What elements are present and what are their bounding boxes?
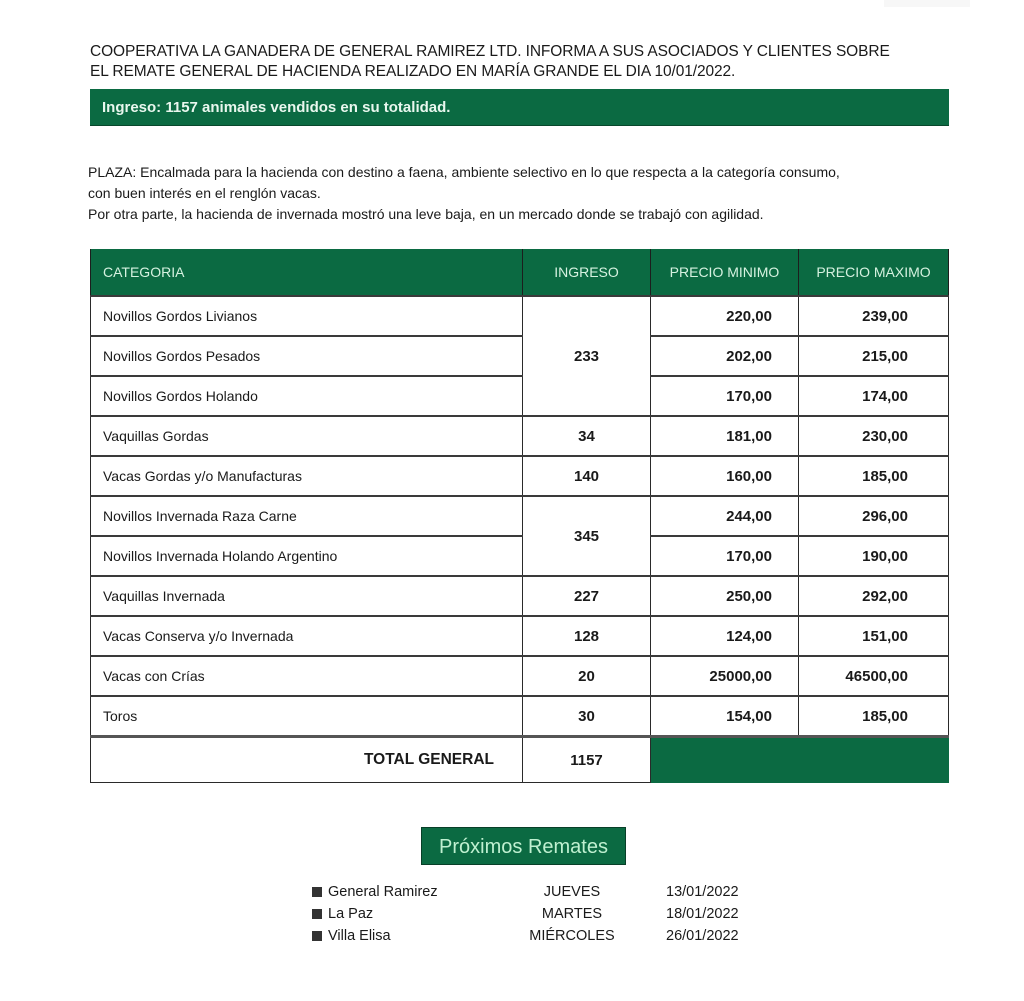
precio-maximo-cell: 215,00	[799, 336, 949, 376]
precio-maximo-cell: 185,00	[799, 456, 949, 496]
precio-minimo-cell: 181,00	[651, 416, 799, 456]
ingreso-banner-text: Ingreso: 1157 animales vendidos en su totalidad.	[102, 99, 451, 116]
precio-minimo-cell: 244,00	[651, 496, 799, 536]
intro-line-1: COOPERATIVA LA GANADERA DE GENERAL RAMIREZ LTD. INFORMA A SUS ASOCIADOS Y CLIENTES SOBRE	[90, 43, 890, 60]
square-bullet-icon	[312, 909, 322, 919]
remate-day: JUEVES	[543, 884, 601, 900]
categoria-cell: Novillos Gordos Pesados	[91, 336, 523, 376]
ingreso-cell: 345	[523, 496, 651, 576]
precio-minimo-cell: 170,00	[651, 536, 799, 576]
categoria-cell: Vaquillas Gordas	[91, 416, 523, 456]
intro-line-2: EL REMATE GENERAL DE HACIENDA REALIZADO EN MARÍA GRANDE EL DIA 10/01/2022.	[90, 63, 736, 80]
precio-maximo-cell: 185,00	[799, 696, 949, 737]
table-row	[91, 416, 949, 456]
table-row	[91, 296, 949, 336]
precio-minimo-cell: 250,00	[651, 576, 799, 616]
categoria-cell: Vacas con Crías	[91, 656, 523, 696]
table-row	[91, 616, 949, 656]
categoria-cell: Vaquillas Invernada	[91, 576, 523, 616]
categoria-cell: Novillos Invernada Raza Carne	[91, 496, 523, 536]
precio-minimo-cell: 170,00	[651, 376, 799, 416]
ingreso-cell: 140	[523, 456, 651, 496]
ingreso-cell: 20	[523, 656, 651, 696]
categoria-cell: Toros	[91, 696, 523, 737]
total-label: TOTAL GENERAL	[91, 737, 523, 783]
ingreso-banner	[90, 89, 949, 126]
table-row	[91, 696, 949, 737]
ingreso-cell: 30	[523, 696, 651, 737]
precio-maximo-cell: 151,00	[799, 616, 949, 656]
proximos-remates-header	[421, 827, 626, 865]
remate-date: 26/01/2022	[666, 928, 739, 944]
total-row	[91, 737, 949, 783]
remate-place: General Ramirez	[328, 884, 438, 900]
precio-minimo-cell: 124,00	[651, 616, 799, 656]
total-green-block	[651, 737, 949, 783]
column-header-precio-minimo: PRECIO MINIMO	[651, 249, 799, 296]
table-row	[91, 576, 949, 616]
precio-maximo-cell: 190,00	[799, 536, 949, 576]
list-item	[312, 881, 772, 903]
table-row	[91, 456, 949, 496]
remate-place: La Paz	[328, 906, 374, 922]
list-item	[312, 903, 772, 925]
column-header-ingreso: INGRESO	[523, 249, 651, 296]
precio-minimo-cell: 202,00	[651, 336, 799, 376]
remate-day: MARTES	[541, 906, 603, 922]
precio-minimo-cell: 160,00	[651, 456, 799, 496]
remate-place: Villa Elisa	[328, 928, 391, 944]
table-row	[91, 376, 949, 416]
plaza-report	[88, 162, 958, 225]
proximos-remates-list	[312, 881, 772, 947]
table-row	[91, 656, 949, 696]
categoria-cell: Novillos Gordos Livianos	[91, 296, 523, 336]
square-bullet-icon	[312, 887, 322, 897]
ingreso-cell: 34	[523, 416, 651, 456]
plaza-line-1: PLAZA: Encalmada para la hacienda con destino a faena, ambiente selectivo en lo que respecta a la categoría consumo,	[88, 164, 840, 180]
precio-maximo-cell: 239,00	[799, 296, 949, 336]
remate-date: 18/01/2022	[666, 906, 739, 922]
precio-minimo-cell: 25000,00	[651, 656, 799, 696]
list-item	[312, 925, 772, 947]
precio-maximo-cell: 46500,00	[799, 656, 949, 696]
remate-day: MIÉRCOLES	[529, 928, 615, 944]
total-value: 1157	[523, 737, 651, 783]
column-header-precio-maximo: PRECIO MAXIMO	[799, 249, 949, 296]
categoria-cell: Vacas Gordas y/o Manufacturas	[91, 456, 523, 496]
plaza-line-2: con buen interés en el renglón vacas.	[88, 185, 321, 201]
intro-text	[90, 42, 950, 82]
table-header-row	[91, 249, 949, 296]
categoria-cell: Novillos Invernada Holando Argentino	[91, 536, 523, 576]
column-header-categoria: CATEGORIA	[91, 249, 523, 296]
table-row	[91, 336, 949, 376]
square-bullet-icon	[312, 931, 322, 941]
categoria-cell: Vacas Conserva y/o Invernada	[91, 616, 523, 656]
ingreso-cell: 233	[523, 296, 651, 416]
categoria-cell: Novillos Gordos Holando	[91, 376, 523, 416]
precio-maximo-cell: 296,00	[799, 496, 949, 536]
precio-minimo-cell: 154,00	[651, 696, 799, 737]
ingreso-cell: 227	[523, 576, 651, 616]
precio-maximo-cell: 230,00	[799, 416, 949, 456]
precio-maximo-cell: 292,00	[799, 576, 949, 616]
top-edge-strip	[884, 0, 970, 7]
plaza-line-3: Por otra parte, la hacienda de invernada mostró una leve baja, en un mercado donde se trabajó con agilidad.	[88, 206, 764, 222]
ingreso-cell: 128	[523, 616, 651, 656]
precio-maximo-cell: 174,00	[799, 376, 949, 416]
proximos-remates-title: Próximos Remates	[439, 836, 608, 858]
table-row	[91, 496, 949, 536]
table-row	[91, 536, 949, 576]
remate-date: 13/01/2022	[666, 884, 739, 900]
prices-table	[90, 249, 949, 783]
precio-minimo-cell: 220,00	[651, 296, 799, 336]
